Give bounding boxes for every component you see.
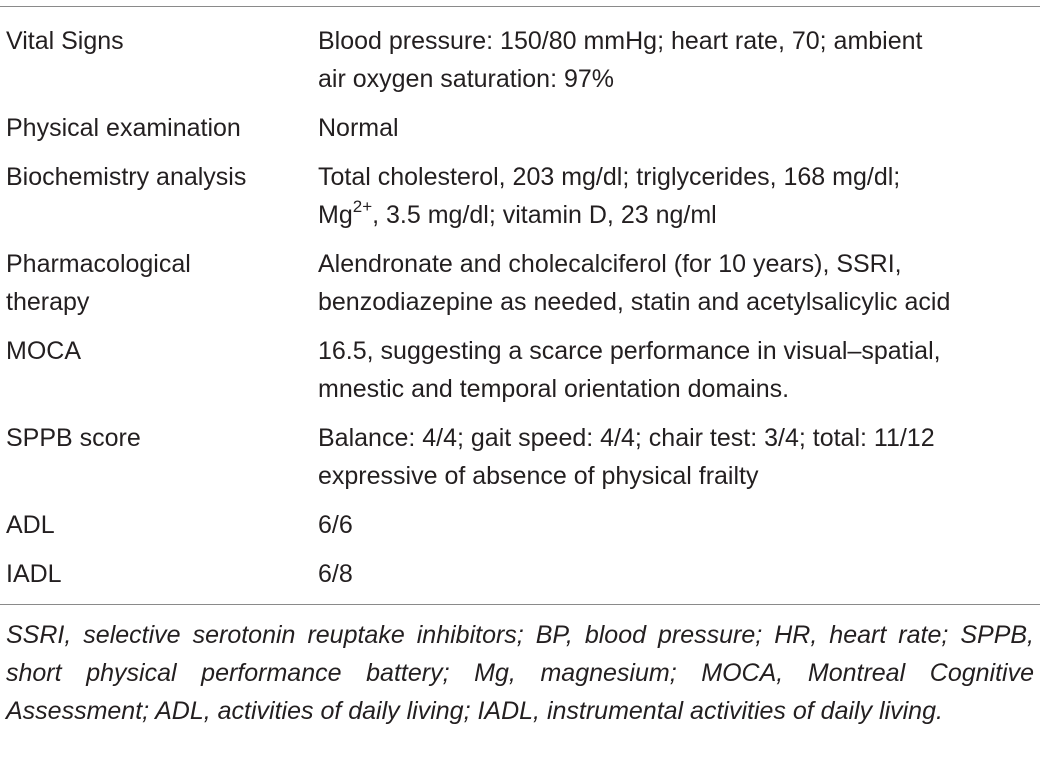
value-line-with-superscript	[318, 196, 1040, 234]
row-label: IADL	[6, 560, 62, 588]
table-row	[0, 332, 1040, 408]
table-row	[0, 555, 1040, 593]
value-line: Blood pressure: 150/80 mmHg; heart rate, 70; ambient	[318, 27, 923, 55]
row-value	[311, 506, 1040, 544]
value-line: Total cholesterol, 203 mg/dl; triglycerides, 168 mg/dl;	[318, 163, 901, 191]
row-value	[311, 158, 1040, 234]
row-value	[311, 22, 1040, 98]
value-line-rest: , 3.5 mg/dl; vitamin D, 23 ng/ml	[372, 201, 717, 229]
row-value	[311, 332, 1040, 408]
charge-superscript: 2+	[352, 196, 373, 216]
row-label: Physical examination	[6, 114, 241, 142]
table-row	[0, 109, 1040, 147]
row-label: ADL	[6, 511, 55, 539]
value-line: mnestic and temporal orientation domains.	[318, 375, 790, 403]
table-top-rule	[0, 6, 1040, 7]
value-line: Alendronate and cholecalciferol (for 10 years), SSRI,	[318, 250, 902, 278]
row-value	[311, 245, 1040, 321]
row-value	[311, 419, 1040, 495]
value-line: benzodiazepine as needed, statin and acetylsalicylic acid	[318, 288, 951, 316]
table-footnote: SSRI, selective serotonin reuptake inhibitors; BP, blood pressure; HR, heart rate; SPPB, short physical performance battery; Mg, magnesium; MOCA, Montreal Cognitive Assessment; ADL, activities of daily living; IADL, instrumental activities of daily living.	[6, 621, 1034, 725]
row-label: Biochemistry analysis	[6, 163, 247, 191]
value-line: Normal	[318, 114, 399, 142]
table-body	[0, 22, 1040, 604]
table-row	[0, 419, 1040, 495]
label-line: therapy	[6, 288, 90, 316]
row-label: SPPB score	[6, 424, 141, 452]
row-value	[311, 555, 1040, 593]
row-label: Vital Signs	[6, 27, 124, 55]
table-bottom-rule	[0, 604, 1040, 605]
table-row	[0, 158, 1040, 234]
row-label: MOCA	[6, 337, 81, 365]
value-line: 6/6	[318, 511, 353, 539]
value-line: 6/8	[318, 560, 353, 588]
row-value	[311, 109, 1040, 147]
row-label	[0, 245, 311, 321]
value-line: 16.5, suggesting a scarce performance in visual–spatial,	[318, 337, 941, 365]
table-row	[0, 245, 1040, 321]
table-row	[0, 22, 1040, 98]
value-line: Balance: 4/4; gait speed: 4/4; chair test: 3/4; total: 11/12	[318, 424, 935, 452]
table-row	[0, 506, 1040, 544]
value-line: air oxygen saturation: 97%	[318, 65, 615, 93]
value-line: expressive of absence of physical frailty	[318, 462, 759, 490]
label-line: Pharmacological	[6, 250, 191, 278]
magnesium-symbol: Mg	[318, 201, 353, 229]
